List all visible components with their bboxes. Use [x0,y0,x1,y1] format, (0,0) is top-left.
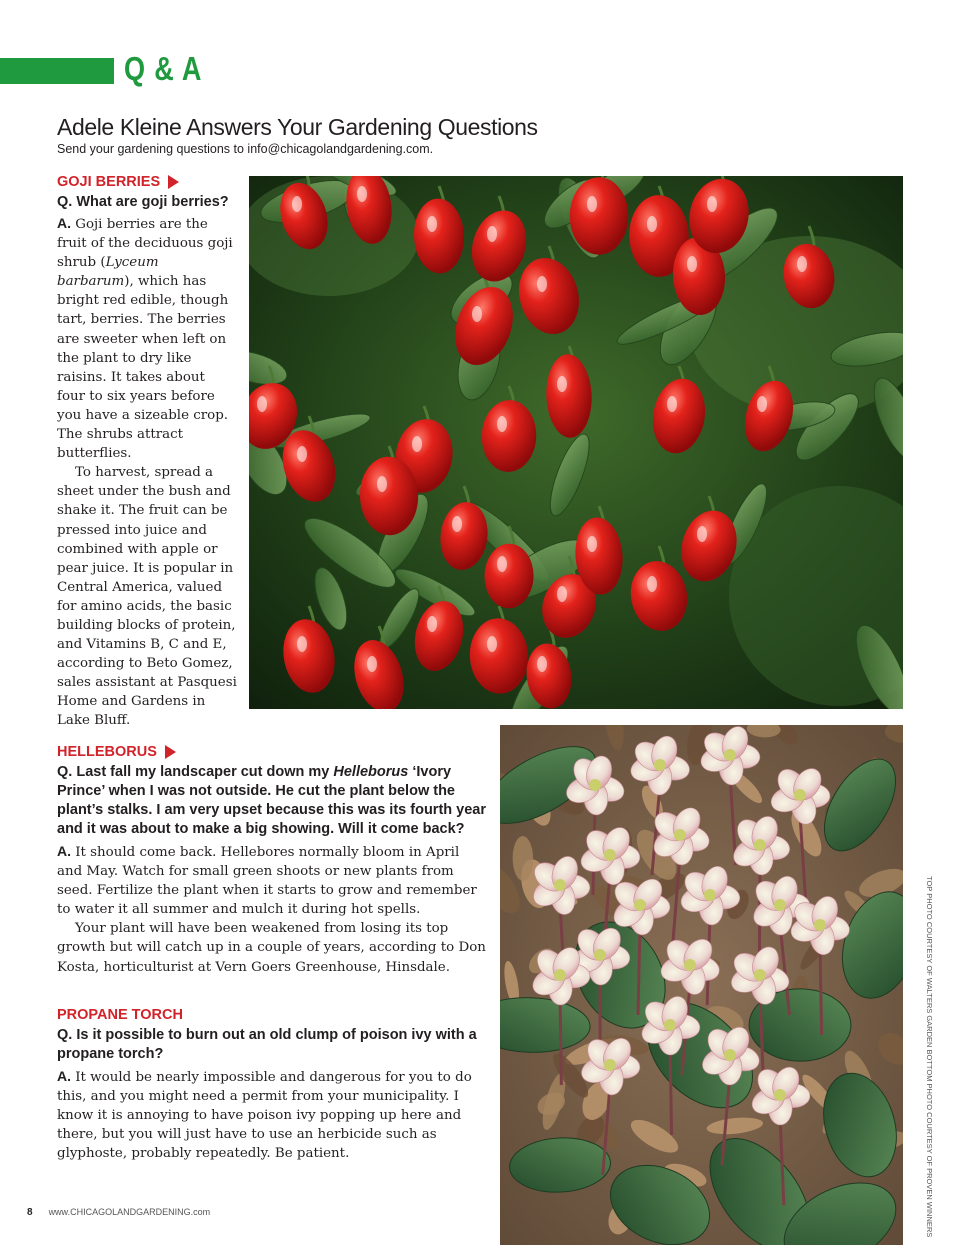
hellebore-center [774,1089,786,1101]
arrow-right-icon [168,175,179,189]
page-number: 8 [27,1207,33,1218]
goji-berry-highlight [557,586,567,602]
photo-credit: TOP PHOTO COURTESY OF WALTERS GARDEN BOTTOM PHOTO COURTESY OF PROVEN WINNERS [925,876,934,1238]
answer-text: It would be nearly impossible and dangerous for you to do this, and you might need a permit from your municipality. I know it is annoying to have poison ivy popping up here and there, but you will just have to use an herbicide such as glyphoste, probably repeatedly. Be patient. [57,1070,472,1162]
hellebore-center [724,749,736,761]
answer-paragraph [57,214,237,463]
goji-berries-photo [249,176,903,709]
question-text: ‘Ivory Prince’ when I was not outside. He cut the plant below the plant’s stalks. I am very upset because this was its fourth year and it was about to make a big showing. Will it come back? [57,764,486,837]
arrow-right-icon [165,745,176,759]
answer-prefix: A. [57,215,71,231]
answer-prefix: A. [57,843,71,859]
section-color-bar [0,58,114,84]
answer-text: It should come back. Hellebores normally bloom in April and May. Watch for small green shoots or new plants from seed. Fertilize the plant when it starts to grow and remember to water it all summer and mulch it during hot spells. [57,845,477,918]
goji-berry [570,177,629,255]
helleborus-photo [500,725,903,1245]
hellebore-center [604,849,616,861]
hellebore-center [664,1019,676,1031]
hellebore-center [754,839,766,851]
page-footer [27,1207,210,1218]
goji-berry-highlight [297,636,307,652]
hellebore-stem [820,945,822,1035]
article-label [57,174,237,190]
answer-paragraph: Your plant will have been weakened from losing its top growth but will catch up in a couple of years, according to Don Kosta, horticulturist at Vern Goers Greenhouse, Hinsdale. [57,921,486,975]
page-headline: Adele Kleine Answers Your Gardening Questions [57,114,538,140]
hellebore-stem [638,925,640,1015]
hellebore-center [589,779,601,791]
goji-berry-highlight [687,256,697,272]
page-subtitle: Send your gardening questions to info@chicagolandgardening.com. [57,142,434,156]
goji-berry-highlight [647,576,657,592]
goji-berry-highlight [452,516,462,532]
answer-text: Goji berries are the fruit of the deciduous goji shrub ( [57,217,233,271]
section-title: Q & A [124,50,203,87]
question: Q. What are goji berries? [57,194,229,210]
hellebore-center [554,879,566,891]
hellebore-stem [560,995,561,1085]
hellebore-center [814,919,826,931]
answer-text: ), which has bright red edible, though tart, berries. The berries are sweeter when left on the plant to dry like raisins. It takes about four to six years before you have a sizeable crop. The shrubs attract butterflies. [57,274,229,462]
goji-berry-highlight [647,216,657,232]
article-label [57,744,487,760]
goji-berry-highlight [557,376,567,392]
goji-berry-highlight [497,416,507,432]
hellebore-center [604,1059,616,1071]
article-propane-torch [57,1007,487,1163]
goji-berry-highlight [667,396,677,412]
goji-berry-highlight [427,616,437,632]
hellebore-center [634,899,646,911]
goji-berry-highlight [707,196,717,212]
article-goji-berries [57,174,237,731]
goji-berry-highlight [757,396,767,412]
answer-paragraph [57,1067,487,1163]
goji-berry-highlight [487,226,497,242]
goji-berry-highlight [497,556,507,572]
hellebore-center [594,949,606,961]
goji-berry-highlight [357,186,367,202]
goji-berry-highlight [537,276,547,292]
hellebore-center [654,759,666,771]
goji-berry-highlight [487,636,497,652]
article-label-text: GOJI BERRIES [57,174,161,190]
goji-berry-highlight [472,306,482,322]
goji-berry-highlight [292,196,302,212]
hellebore-center [684,959,696,971]
goji-berry-highlight [257,396,267,412]
hellebore-center [674,829,686,841]
goji-berry-highlight [797,256,807,272]
goji-berry-highlight [537,656,547,672]
goji-berry-highlight [697,526,707,542]
footer-url: www.CHICAGOLANDGARDENING.com [48,1207,211,1217]
answer-prefix: A. [57,1068,71,1084]
goji-berry-highlight [427,216,437,232]
goji-berry-highlight [377,476,387,492]
hellebore-center [794,789,806,801]
goji-berry-highlight [297,446,307,462]
article-label-text: PROPANE TORCH [57,1007,183,1023]
article-helleborus [57,744,487,977]
goji-berry-highlight [587,536,597,552]
hellebore-center [754,969,766,981]
answer-paragraph: To harvest, spread a sheet under the bush and shake it. The fruit can be pressed into juice and combined with apple or pear juice. It is popular in Central America, valued for amino acids, the basic building blocks of protein, and Vitamins B, C and E, according to Beto Gomez, sales assistant at Pasquesi Home and Gardens in Lake Bluff. [57,465,237,729]
hellebore-center [554,969,566,981]
article-label [57,1007,487,1023]
article-label-text: HELLEBORUS [57,744,157,760]
question [57,763,487,839]
answer-paragraph [57,842,487,919]
hellebore-center [774,899,786,911]
question: Q. Is it possible to burn out an old clump of poison ivy with a propane torch? [57,1027,477,1062]
question-italic-text: Helleborus [333,764,409,780]
hellebore-stem [670,1045,672,1135]
answer-italic-text: Lyceum barbarum [57,255,159,290]
goji-berry-highlight [587,196,597,212]
hellebore-center [704,889,716,901]
hellebore-center [724,1049,736,1061]
question-text: Q. Last fall my landscaper cut down my [57,764,334,780]
goji-berry-highlight [412,436,422,452]
goji-berry-highlight [367,656,377,672]
